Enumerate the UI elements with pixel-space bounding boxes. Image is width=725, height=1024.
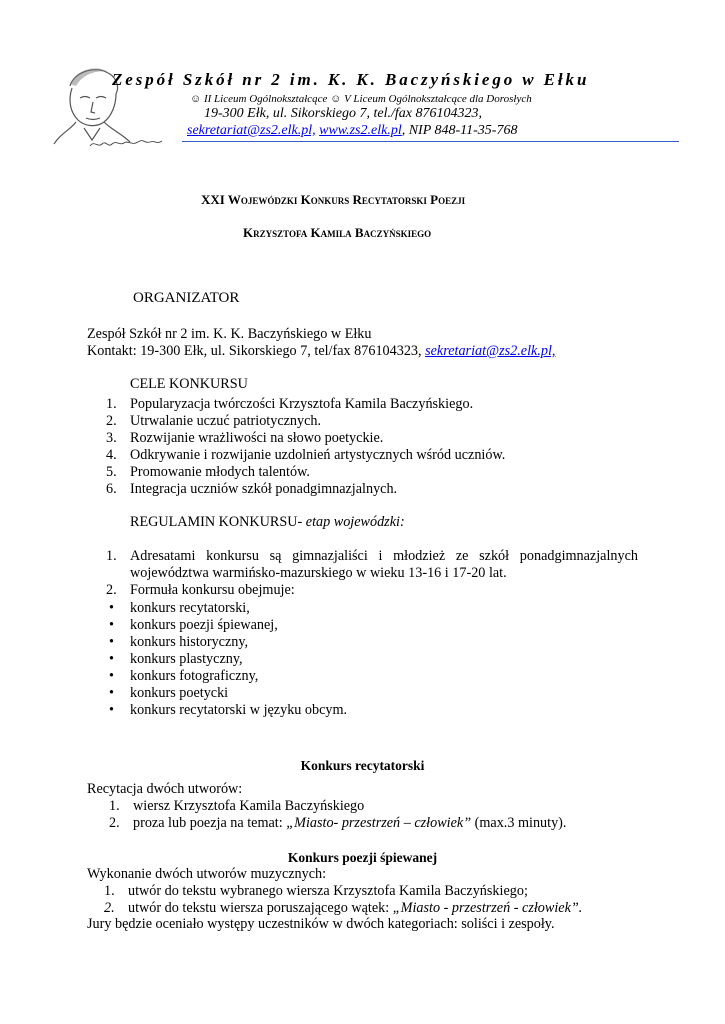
list-item: • konkurs historyczny,	[109, 634, 249, 650]
list-item: 1. wiersz Krzysztofa Kamila Baczyńskiego	[109, 798, 365, 814]
bullet-text: konkurs poetycki	[130, 685, 229, 701]
formula-bullets	[109, 600, 348, 719]
organizer-contact-text: Kontakt: 19-300 Ełk, ul. Sikorskiego 7, tel/fax 876104323,	[87, 343, 422, 359]
organizer-heading: ORGANIZATOR	[133, 290, 240, 306]
goal-text: Utrwalanie uczuć patriotycznych.	[130, 413, 322, 429]
contest-title-text-2: Krzysztofa Kamila Baczyńskiego	[243, 225, 432, 240]
school-contact-line	[187, 123, 517, 139]
school-name-title: Zespół Szkół nr 2 im. K. K. Baczyńskiego w Ełku	[112, 70, 590, 89]
organizer-email-link[interactable]: sekretariat@zs2.elk.pl,	[425, 343, 556, 359]
organizer-contact	[87, 343, 555, 360]
rule-text-cont: województwa warmińsko-mazurskiego w wieku 13-16 i 17-20 lat.	[130, 565, 507, 581]
recitation-intro: Recytacja dwóch utworów:	[87, 781, 243, 797]
bullet-text: konkurs historyczny,	[130, 634, 249, 650]
rule-text: Formuła konkursu obejmuje:	[130, 582, 295, 598]
sung-item-pre: utwór do tekstu wiersza poruszającego wątek:	[128, 900, 393, 916]
list-item: • konkurs poetycki	[109, 685, 229, 701]
rule-text: Adresatami konkursu są gimnazjaliści i młodzież ze szkół ponadgimnazjalnych	[130, 548, 638, 564]
list-item: • konkurs recytatorski,	[109, 600, 250, 616]
list-item: 1. utwór do tekstu wybranego wiersza Krzysztofa Kamila Baczyńskiego;	[104, 883, 528, 899]
list-item: • konkurs recytatorski w języku obcym.	[109, 702, 348, 718]
contest-title-line2	[243, 225, 431, 241]
list-item: 4. Odkrywanie i rozwijanie uzdolnień artystycznych wśród uczniów.	[106, 447, 506, 463]
sung-item: utwór do tekstu wybranego wiersza Krzysztofa Kamila Baczyńskiego;	[128, 883, 528, 899]
website-link[interactable]: www.zs2.elk.pl	[319, 123, 402, 138]
nip-text: , NIP 848-11-35-768	[401, 123, 518, 138]
list-item: 3. Rozwijanie wrażliwości na słowo poetyckie.	[106, 430, 384, 446]
goals-heading: CELE KONKURSU	[130, 376, 248, 392]
organizer-name: Zespół Szkół nr 2 im. K. K. Baczyński﻿ego w Ełku	[87, 326, 372, 342]
list-item: • konkurs poezji śpiewanej,	[109, 617, 278, 633]
recitation-item-pre: proza lub poezja na temat:	[133, 815, 287, 831]
list-item: 2. Formuła konkursu obejmuje:	[106, 582, 295, 598]
rules-heading-text: REGULAMIN KONKURSU-	[130, 514, 306, 530]
sung-poetry-heading: Konkurs poezji śpiewanej	[287, 850, 438, 865]
signature-text	[92, 140, 156, 149]
bullet-text: konkurs fotograficzny,	[130, 668, 259, 684]
recitation-heading: Konkurs recytatorski	[300, 758, 425, 773]
list-item: • konkurs plastyczny,	[109, 651, 243, 667]
list-item: 2. proza lub poezja na temat: „Miasto- przestrzeń – człowiek” (max.3 minuty).	[109, 815, 567, 831]
list-item: • konkurs fotograficzny,	[109, 668, 259, 684]
sung-poetry-list	[104, 883, 583, 917]
bullet-text: konkurs recytatorski w języku obcym.	[130, 702, 348, 718]
email-link[interactable]: sekretariat@zs2.elk.pl,	[187, 123, 316, 138]
header-divider	[182, 141, 679, 142]
recitation-item: wiersz Krzysztofa Kamila Baczyńskiego	[133, 798, 365, 814]
bullet-text: konkurs recytatorski,	[130, 600, 250, 616]
list-item: 5. Promowanie młodych talentów.	[106, 464, 310, 480]
list-item: 6. Integracja uczniów szkół ponadgimnazjalnych.	[106, 481, 398, 497]
goals-list	[106, 396, 506, 498]
list-item	[130, 565, 638, 582]
list-item: 2. Utrwalanie uczuć patriotycznych.	[106, 413, 322, 429]
recitation-list	[109, 798, 567, 832]
recitation-item-theme: „Miasto- przestrzeń – człowiek”	[286, 815, 472, 831]
list-item: 2. utwór do tekstu wiersza poruszającego wątek: „Miasto - przestrzeń - człowiek”.	[104, 900, 583, 916]
bullet-text: konkurs poezji śpiewanej,	[130, 617, 278, 633]
goal-text: Popularyzacja twórczości Krzysztofa Kamila Baczyńskiego.	[130, 396, 474, 412]
goal-text: Odkrywanie i rozwijanie uzdolnień artystycznych wśród uczniów.	[130, 447, 506, 463]
contest-title-text: XXI Wojewódzki Konkurs Recytatorski Poezji	[201, 192, 466, 207]
rules-heading	[130, 514, 405, 531]
school-address: 19-300 Ełk, ul. Sikorskiego 7, tel./fax 876104323,	[204, 106, 483, 121]
recitation-item-post: (max.3 minuty).	[471, 815, 567, 831]
rules-heading-italic: etap wojewódzki:	[305, 514, 405, 530]
bullet-text: konkurs plastyczny,	[130, 651, 243, 667]
goal-text: Rozwijanie wrażliwości na słowo poetyckie.	[130, 430, 384, 446]
list-item: 1. Adresatami konkursu są gimnazjaliści i młodzież ze szkół ponadgimnazjalnych	[106, 548, 638, 564]
rules-list	[106, 548, 638, 599]
goal-text: Promowanie młodych talentów.	[130, 464, 310, 480]
goal-text: Integracja uczniów szkół ponadgimnazjalnych.	[130, 481, 398, 497]
contest-title-line1	[201, 192, 465, 208]
sung-poetry-intro: Wykonanie dwóch utworów muzycznych:	[87, 866, 327, 882]
jury-note: Jury będzie oceniało występy uczestników w dwóch kategoriach: soliści i zespoły.	[87, 916, 555, 932]
sung-item-theme: „Miasto - przestrzeń - człowiek”.	[392, 900, 583, 916]
list-item: 1. Popularyzacja twórczości Krzysztofa Kamila Baczyńskiego.	[106, 396, 474, 412]
school-subtitle: ☺ II Liceum Ogólnokształcące ☺ V Liceum Ogólnokształcące dla Dorosłych	[190, 93, 532, 105]
